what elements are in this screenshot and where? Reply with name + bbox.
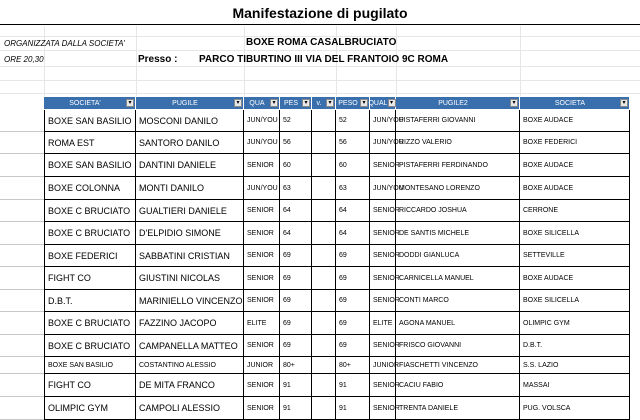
- cell-qualifica[interactable]: ELITE: [244, 312, 280, 335]
- cell-societa[interactable]: FIGHT CO: [44, 374, 136, 397]
- row-spacer: [0, 335, 44, 357]
- filter-dropdown-icon[interactable]: ▾: [360, 99, 368, 107]
- cell-societa[interactable]: OLIMPIC GYM: [44, 397, 136, 420]
- cell-pugile2[interactable]: RICCARDO JOSHUA: [396, 200, 520, 222]
- time-label[interactable]: ORE 20,30: [4, 55, 44, 64]
- cell-pugile2[interactable]: FRISCO GIOVANNI: [396, 335, 520, 357]
- cell-qualifica[interactable]: SENIOR: [244, 267, 280, 290]
- header-label: SOCIETA: [554, 99, 586, 107]
- cell-societa2[interactable]: D.B.T.: [520, 335, 630, 357]
- cell-peso2[interactable]: 91: [336, 397, 370, 420]
- cell-vs[interactable]: [312, 200, 336, 222]
- cell-pugile2[interactable]: DODDI GIANLUCA: [396, 245, 520, 267]
- cell-qual2[interactable]: SENIOR: [370, 200, 396, 222]
- cell-qual2[interactable]: SENIOR: [370, 374, 396, 397]
- cell-qual2[interactable]: JUNIOR: [370, 357, 396, 374]
- cell-vs[interactable]: [312, 132, 336, 154]
- cell-pugile[interactable]: FAZZINO JACOPO: [136, 312, 244, 335]
- cell-vs[interactable]: [312, 222, 336, 245]
- cell-societa[interactable]: BOXE FEDERICI: [44, 245, 136, 267]
- cell-qual2[interactable]: SENIOR: [370, 245, 396, 267]
- cell-peso[interactable]: 69: [280, 335, 312, 357]
- title-text: Manifestazione di pugilato: [232, 5, 408, 21]
- cell-pugile[interactable]: SABBATINI CRISTIAN: [136, 245, 244, 267]
- row-spacer: [0, 397, 44, 420]
- cell-peso[interactable]: 80+: [280, 357, 312, 374]
- page-title: [0, 0, 640, 26]
- cell-pugile2[interactable]: PISTAFERRI GIOVANNI: [396, 110, 520, 132]
- cell-pugile[interactable]: MARINIELLO VINCENZO: [136, 290, 244, 312]
- cell-vs[interactable]: [312, 177, 336, 200]
- table-row: [0, 357, 640, 374]
- cell-societa[interactable]: BOXE SAN BASILIO: [44, 357, 136, 374]
- row-spacer: [0, 200, 44, 222]
- cell-societa2[interactable]: BOXE FEDERICI: [520, 132, 630, 154]
- cell-societa2[interactable]: MASSAI: [520, 374, 630, 397]
- venue-value[interactable]: PARCO TIBURTINO III VIA DEL FRANTOIO 9C ROMA: [199, 54, 449, 65]
- table-row: [0, 335, 640, 357]
- table-row: [0, 245, 640, 267]
- cell-peso[interactable]: 52: [280, 110, 312, 132]
- cell-qualifica[interactable]: SENIOR: [244, 200, 280, 222]
- cell-pugile[interactable]: DANTINI DANIELE: [136, 154, 244, 177]
- header-qualifica[interactable]: [244, 97, 280, 109]
- cell-peso[interactable]: 60: [280, 154, 312, 177]
- cell-peso2[interactable]: 60: [336, 154, 370, 177]
- cell-societa[interactable]: BOXE SAN BASILIO: [44, 154, 136, 177]
- cell-qualifica[interactable]: JUN/YOU: [244, 177, 280, 200]
- cell-pugile[interactable]: COSTANTINO ALESSIO: [136, 357, 244, 374]
- cell-qual2[interactable]: SENIOR: [370, 222, 396, 245]
- cell-vs[interactable]: [312, 374, 336, 397]
- cell-peso2[interactable]: 91: [336, 374, 370, 397]
- row-spacer: [0, 312, 44, 335]
- table-row: [0, 374, 640, 397]
- cell-pugile2[interactable]: CONTI MARCO: [396, 290, 520, 312]
- title-underline: [0, 24, 640, 25]
- cell-peso[interactable]: 69: [280, 290, 312, 312]
- cell-peso2[interactable]: 69: [336, 290, 370, 312]
- gridline: [44, 26, 45, 96]
- cell-qual2[interactable]: SENIOR: [370, 267, 396, 290]
- cell-qual2[interactable]: SENIOR: [370, 397, 396, 420]
- cell-qualifica[interactable]: JUN/YOU: [244, 132, 280, 154]
- header-label: QUA: [249, 99, 265, 107]
- filter-dropdown-icon[interactable]: ▾: [270, 99, 278, 107]
- row-spacer: [0, 154, 44, 177]
- cell-societa2[interactable]: OLIMPIC GYM: [520, 312, 630, 335]
- table-row: [0, 132, 640, 154]
- cell-vs[interactable]: [312, 110, 336, 132]
- cell-peso[interactable]: 69: [280, 267, 312, 290]
- header-label: PUGILE: [172, 99, 198, 107]
- table-row: [0, 312, 640, 335]
- header-societa[interactable]: [44, 97, 136, 109]
- cell-qualifica[interactable]: JUNIOR: [244, 357, 280, 374]
- cell-pugile2[interactable]: RIZZO VALERIO: [396, 132, 520, 154]
- cell-peso2[interactable]: 69: [336, 245, 370, 267]
- cell-pugile[interactable]: CAMPOLI ALESSIO: [136, 397, 244, 420]
- table-row: [0, 267, 640, 290]
- cell-pugile2[interactable]: CACIU FABIO: [396, 374, 520, 397]
- cell-pugile2[interactable]: MONTESANO LORENZO: [396, 177, 520, 200]
- cell-vs[interactable]: [312, 312, 336, 335]
- cell-societa[interactable]: ROMA EST: [44, 132, 136, 154]
- cell-societa[interactable]: FIGHT CO: [44, 267, 136, 290]
- cell-pugile2[interactable]: TRENTA DANIELE: [396, 397, 520, 420]
- cell-qual2[interactable]: SENIOR: [370, 290, 396, 312]
- cell-peso2[interactable]: 69: [336, 267, 370, 290]
- table-row: [0, 154, 640, 177]
- cell-qualifica[interactable]: SENIOR: [244, 154, 280, 177]
- cell-vs[interactable]: [312, 245, 336, 267]
- cell-vs[interactable]: [312, 335, 336, 357]
- row-spacer: [0, 110, 44, 132]
- cell-pugile2[interactable]: CARNICELLA MANUEL: [396, 267, 520, 290]
- cell-peso[interactable]: 91: [280, 397, 312, 420]
- cell-peso[interactable]: 91: [280, 374, 312, 397]
- gridline: [0, 66, 640, 67]
- table-row: [0, 290, 640, 312]
- table-row: [0, 200, 640, 222]
- cell-societa2[interactable]: SETTEVILLE: [520, 245, 630, 267]
- filter-dropdown-icon[interactable]: ▾: [510, 99, 518, 107]
- cell-qual2[interactable]: JUN/YOU: [370, 110, 396, 132]
- row-spacer: [0, 222, 44, 245]
- cell-peso[interactable]: 64: [280, 222, 312, 245]
- cell-vs[interactable]: [312, 290, 336, 312]
- organizer-value[interactable]: BOXE ROMA CASALBRUCIATO: [246, 37, 397, 48]
- cell-pugile2[interactable]: DE SANTIS MICHELE: [396, 222, 520, 245]
- cell-societa2[interactable]: PUG. VOLSCA: [520, 397, 630, 420]
- table-row: [0, 397, 640, 420]
- cell-pugile2[interactable]: FIASCHETTI VINCENZO: [396, 357, 520, 374]
- cell-societa[interactable]: BOXE C BRUCIATO: [44, 222, 136, 245]
- header-pugile[interactable]: [136, 97, 244, 109]
- gridline: [136, 26, 137, 96]
- cell-qualifica[interactable]: SENIOR: [244, 290, 280, 312]
- cell-peso2[interactable]: 63: [336, 177, 370, 200]
- cell-societa2[interactable]: CERRONE: [520, 200, 630, 222]
- cell-peso[interactable]: 69: [280, 312, 312, 335]
- cell-vs[interactable]: [312, 357, 336, 374]
- cell-qual2[interactable]: JUN/YOU: [370, 132, 396, 154]
- cell-vs[interactable]: [312, 154, 336, 177]
- header-qual2[interactable]: [370, 97, 396, 109]
- venue-label[interactable]: Presso :: [138, 54, 178, 65]
- cell-peso2[interactable]: 64: [336, 200, 370, 222]
- cell-pugile[interactable]: CAMPANELLA MATTEO: [136, 335, 244, 357]
- header-label: v.: [316, 99, 322, 107]
- filter-dropdown-icon[interactable]: ▾: [620, 99, 628, 107]
- cell-peso[interactable]: 63: [280, 177, 312, 200]
- cell-societa[interactable]: BOXE COLONNA: [44, 177, 136, 200]
- cell-qualifica[interactable]: SENIOR: [244, 374, 280, 397]
- cell-qualifica[interactable]: SENIOR: [244, 222, 280, 245]
- cell-vs[interactable]: [312, 267, 336, 290]
- header-label: SOCIETA': [69, 99, 101, 107]
- gridline: [520, 26, 521, 96]
- cell-peso2[interactable]: 69: [336, 312, 370, 335]
- row-spacer: [0, 374, 44, 397]
- cell-societa2[interactable]: S.S. LAZIO: [520, 357, 630, 374]
- cell-societa[interactable]: BOXE C BRUCIATO: [44, 335, 136, 357]
- cell-pugile[interactable]: D'ELPIDIO SIMONE: [136, 222, 244, 245]
- table-row: [0, 177, 640, 200]
- cell-pugile[interactable]: SANTORO DANILO: [136, 132, 244, 154]
- cell-peso2[interactable]: 64: [336, 222, 370, 245]
- filter-dropdown-icon[interactable]: ▾: [234, 99, 242, 107]
- cell-societa2[interactable]: BOXE SILICELLA: [520, 222, 630, 245]
- cell-qualifica[interactable]: SENIOR: [244, 245, 280, 267]
- cell-qualifica[interactable]: SENIOR: [244, 397, 280, 420]
- header-societa2[interactable]: [520, 97, 630, 109]
- cell-societa2[interactable]: BOXE AUDACE: [520, 267, 630, 290]
- cell-peso[interactable]: 56: [280, 132, 312, 154]
- gridline: [0, 80, 640, 81]
- cell-pugile[interactable]: DE MITA FRANCO: [136, 374, 244, 397]
- filter-dropdown-icon[interactable]: ▾: [326, 99, 334, 107]
- cell-societa2[interactable]: BOXE SILICELLA: [520, 290, 630, 312]
- row-spacer: [0, 290, 44, 312]
- gridline: [0, 50, 640, 51]
- filter-dropdown-icon[interactable]: ▾: [302, 99, 310, 107]
- cell-peso[interactable]: 64: [280, 200, 312, 222]
- cell-pugile[interactable]: MOSCONI DANILO: [136, 110, 244, 132]
- organizer-label[interactable]: ORGANIZZATA DALLA SOCIETA': [4, 39, 125, 48]
- cell-pugile[interactable]: GUALTIERI DANIELE: [136, 200, 244, 222]
- cell-peso2[interactable]: 52: [336, 110, 370, 132]
- cell-peso[interactable]: 69: [280, 245, 312, 267]
- filter-dropdown-icon[interactable]: ▾: [126, 99, 134, 107]
- cell-societa2[interactable]: BOXE AUDACE: [520, 177, 630, 200]
- cell-qualifica[interactable]: SENIOR: [244, 335, 280, 357]
- filter-dropdown-icon[interactable]: ▾: [388, 99, 396, 107]
- header-label: PESO: [338, 99, 358, 107]
- cell-pugile2[interactable]: PISTAFERRI FERDINANDO: [396, 154, 520, 177]
- cell-peso2[interactable]: 80+: [336, 357, 370, 374]
- cell-qualifica[interactable]: JUN/YOU: [244, 110, 280, 132]
- header-label: PUGILE2: [438, 99, 468, 107]
- cell-peso2[interactable]: 56: [336, 132, 370, 154]
- cell-societa2[interactable]: BOXE AUDACE: [520, 154, 630, 177]
- row-spacer: [0, 357, 44, 374]
- table-row: [0, 222, 640, 245]
- row-spacer: [0, 267, 44, 290]
- header-peso2[interactable]: [336, 97, 370, 109]
- cell-pugile[interactable]: GIUSTINI NICOLAS: [136, 267, 244, 290]
- cell-qual2[interactable]: SENIOR: [370, 335, 396, 357]
- cell-societa[interactable]: BOXE SAN BASILIO: [44, 110, 136, 132]
- cell-qual2[interactable]: SENIOR: [370, 154, 396, 177]
- cell-societa[interactable]: BOXE C BRUCIATO: [44, 312, 136, 335]
- cell-societa[interactable]: BOXE C BRUCIATO: [44, 200, 136, 222]
- cell-qual2[interactable]: ELITE: [370, 312, 396, 335]
- cell-peso2[interactable]: 69: [336, 335, 370, 357]
- cell-societa2[interactable]: BOXE AUDACE: [520, 110, 630, 132]
- cell-vs[interactable]: [312, 397, 336, 420]
- cell-qual2[interactable]: JUN/YOU: [370, 177, 396, 200]
- header-label: PES: [283, 99, 298, 107]
- cell-societa[interactable]: D.B.T.: [44, 290, 136, 312]
- gridline: [0, 93, 640, 94]
- cell-pugile[interactable]: MONTI DANILO: [136, 177, 244, 200]
- header-vs[interactable]: [312, 97, 336, 109]
- table-header: [0, 97, 640, 109]
- table-row: [0, 110, 640, 132]
- header-label: QUAL: [368, 99, 388, 107]
- header-pugile2[interactable]: [396, 97, 520, 109]
- row-spacer: [0, 245, 44, 267]
- row-spacer: [0, 132, 44, 154]
- header-peso[interactable]: [280, 97, 312, 109]
- row-spacer: [0, 177, 44, 200]
- cell-pugile2[interactable]: AGONA MANUEL: [396, 312, 520, 335]
